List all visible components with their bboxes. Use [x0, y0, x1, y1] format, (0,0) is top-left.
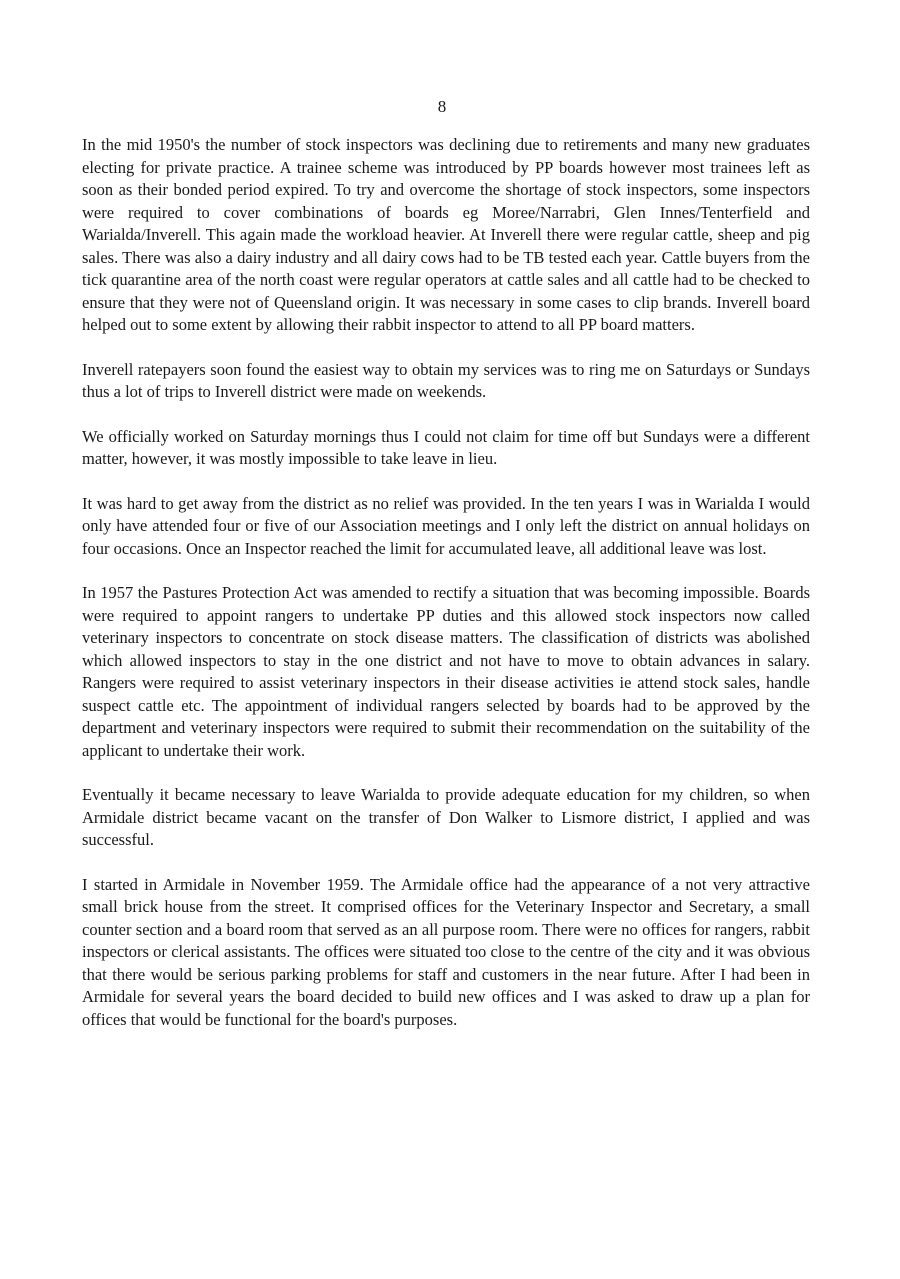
page-number: 8 [437, 97, 447, 116]
paragraph: I started in Armidale in November 1959. The Armidale office had the appearance of a not very attractive small brick house from the street. It comprised offices for the Veterinary Inspector and Secretary, a small counter section and a board room that served as an all purpose room. There were no offices for rangers, rabbit inspectors or clerical assistants. The offices were situated too close to the centre of the city and it was obvious that there would be serious parking problems for staff and customers in the near future. After I had been in Armidale for several years the board decided to build new offices and I was asked to draw up a plan for offices that would be functional for the board's purposes. [82, 874, 810, 1029]
paragraph: It was hard to get away from the district as no relief was provided. In the ten years I was in Warialda I would only have attended four or five of our Association meetings and I only left the district on annual holidays on four occasions. Once an Inspector reached the limit for accumulated leave, all additional leave was lost. [82, 493, 810, 558]
paragraph: Eventually it became necessary to leave Warialda to provide adequate education for my children, so when Armidale district became vacant on the transfer of Don Walker to Lismore district, I applied and was successful. [82, 785, 810, 849]
body-text [82, 134, 810, 1053]
paragraph: In 1957 the Pastures Protection Act was amended to rectify a situation that was becoming impossible. Boards were required to appoint rangers to undertake PP duties and this allowed stock inspectors now called veterinary inspectors to concentrate on stock disease matters. The classification of districts was abolished which allowed inspectors to stay in the one district and not have to move to obtain advances in salary. Rangers were required to assist veterinary inspectors in their disease activities ie attend stock sales, handle suspect cattle etc. The appointment of individual rangers selected by boards had to be approved by the department and veterinary inspectors were required to submit their recommendation on the suitability of the applicant to undertake their work. [82, 583, 810, 760]
paragraph: We officially worked on Saturday mornings thus I could not claim for time off but Sundays were a different matter, however, it was mostly impossible to take leave in lieu. [82, 426, 810, 468]
paragraph: Inverell ratepayers soon found the easiest way to obtain my services was to ring me on Saturdays or Sundays thus a lot of trips to Inverell district were made on weekends. [82, 359, 810, 401]
paragraph: In the mid 1950's the number of stock inspectors was declining due to retirements and many new graduates electing for private practice. A trainee scheme was introduced by PP boards however most trainees left as soon as their bonded period expired. To try and overcome the shortage of stock inspectors, some inspectors were required to cover combinations of boards eg Moree/Narrabri, Glen Innes/Tenterfield and Warialda/Inverell. This again made the workload heavier. At Inverell there were regular cattle, sheep and pig sales. There was also a dairy industry and all dairy cows had to be TB tested each year. Cattle buyers from the tick quarantine area of the north coast were regular operators at cattle sales and all cattle had to be checked to ensure that they were not of Queensland origin. It was necessary in some cases to clip brands. Inverell board helped out to some extent by allowing their rabbit inspector to attend to all PP board matters. [82, 135, 810, 334]
